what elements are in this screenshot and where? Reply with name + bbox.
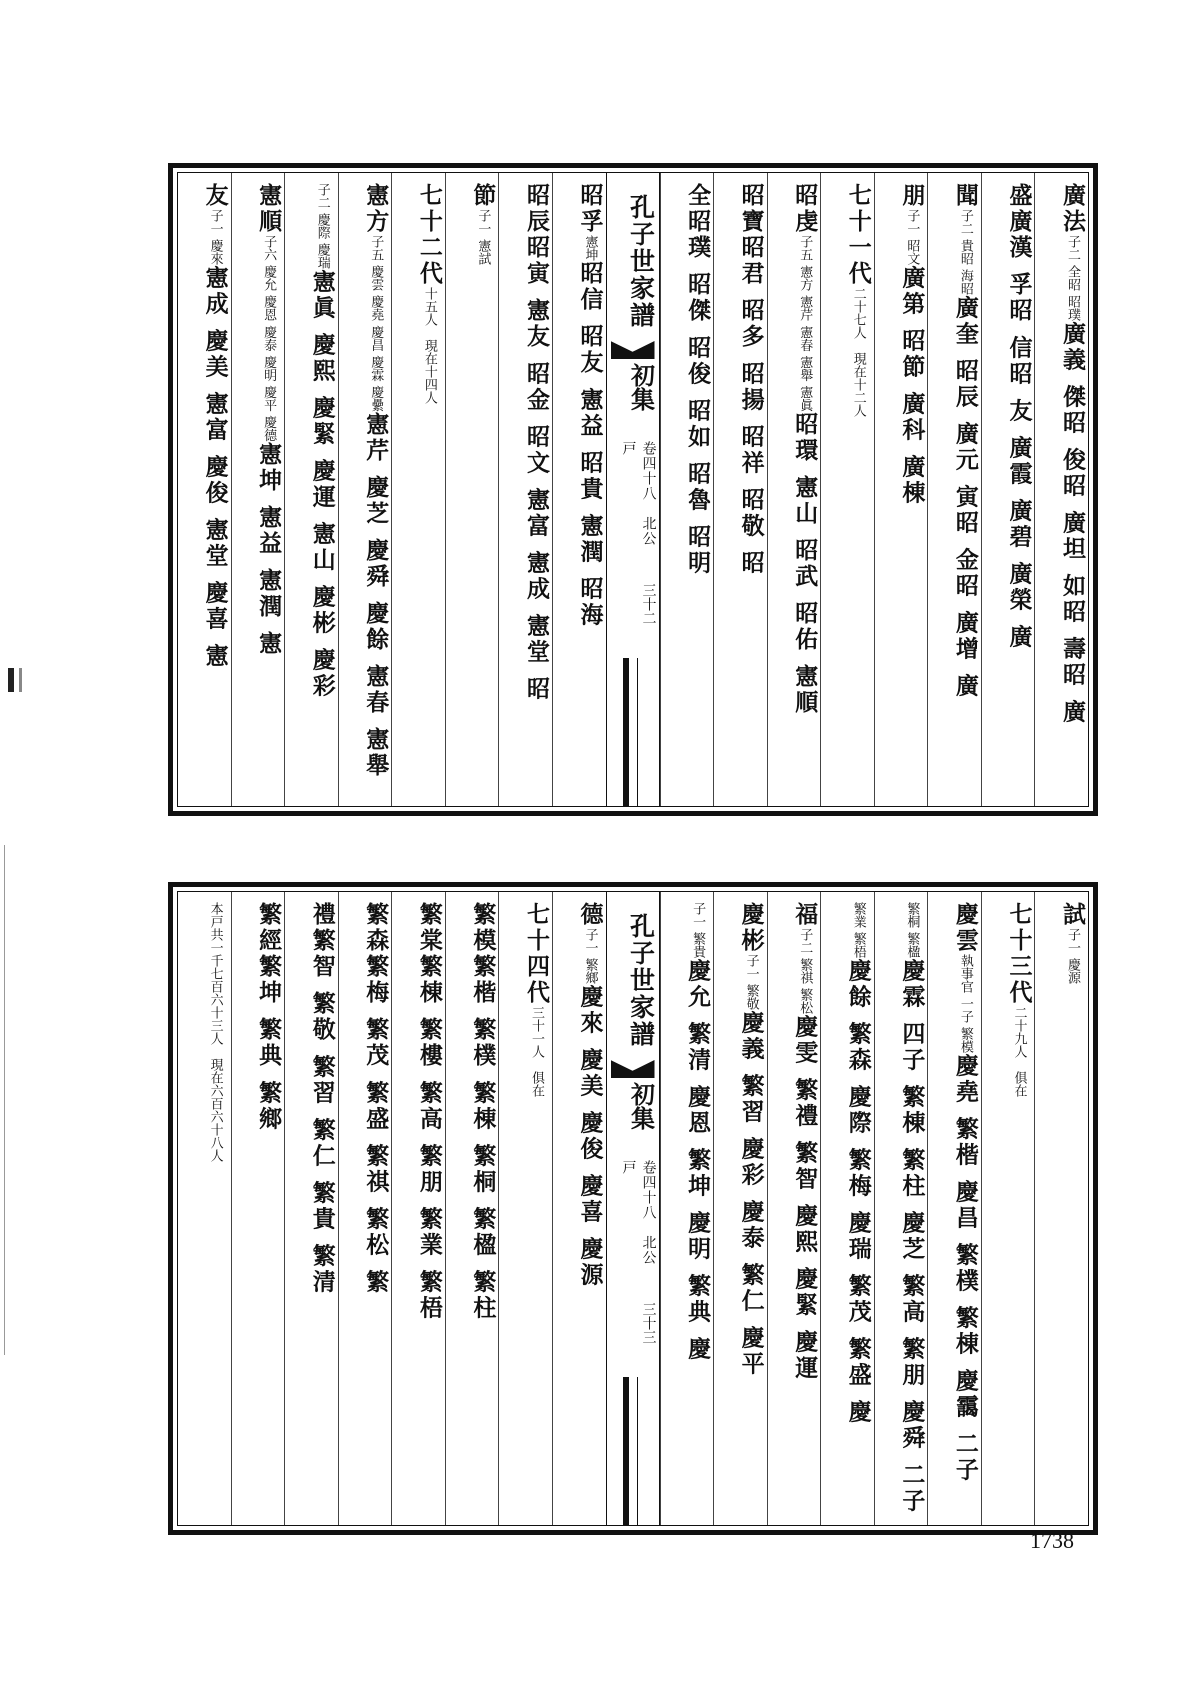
text-column: 慶彬子一 繁敬慶義 繁習 慶彩 慶泰 繁仁 慶平 bbox=[713, 892, 767, 1525]
text-column: 全昭璞 昭傑 昭俊 昭如 昭魯 昭明 bbox=[660, 173, 714, 806]
spine-rule bbox=[623, 1377, 629, 1525]
text-column: 繁桐 繁楹慶霖 四子 繁棟 繁柱 慶芝 繁高 繁朋 慶舜 二子 bbox=[874, 892, 928, 1525]
chapter-info: 卷四十八 北公戸 bbox=[620, 441, 657, 546]
text-column: 繁棠繁棟 繁樓 繁高 繁朋 繁業 繁梧 bbox=[391, 892, 445, 1525]
text-column: 子一 繁貴慶允 繁清 慶恩 繁坤 慶明 繁典 慶 bbox=[660, 892, 714, 1525]
book-title: 孔子世家譜 bbox=[626, 193, 656, 329]
margin-mark-secondary bbox=[19, 668, 22, 692]
generation-heading: 七十三代二十九人 俱在 bbox=[981, 892, 1035, 1525]
spine-rule-thin bbox=[637, 1377, 638, 1525]
text-column: 禮繁智 繁敬 繁習 繁仁 繁貴 繁清 bbox=[284, 892, 338, 1525]
text-column: 廣法子二 全昭 昭璞廣義 傑昭 俊昭 廣坦 如昭 壽昭 廣 bbox=[1034, 173, 1088, 806]
spine-rule-thin bbox=[637, 658, 638, 806]
leaf-number: 三十三 bbox=[640, 1302, 657, 1344]
text-column: 繁模繁楷 繁樸 繁棟 繁桐 繁楹 繁柱 bbox=[445, 892, 499, 1525]
text-column: 德子一 繁鄉慶來 慶美 慶俊 慶喜 慶源 bbox=[552, 892, 606, 1525]
text-column: 昭虔子五 憲方 憲芹 憲春 憲舉 憲眞昭環 憲山 昭武 昭佑 憲順 bbox=[767, 173, 821, 806]
text-column: 試子一 慶源 bbox=[1034, 892, 1088, 1525]
margin-mark bbox=[8, 668, 14, 692]
page-number: 1738 bbox=[1030, 1528, 1074, 1553]
volume-label: 初集 bbox=[626, 363, 656, 411]
text-column: 節子一 憲試 bbox=[445, 173, 499, 806]
text-column: 朋子一 昭文廣第 昭節 廣科 廣棟 bbox=[874, 173, 928, 806]
text-column: 昭寶昭君 昭多 昭揚 昭祥 昭敬 昭 bbox=[713, 173, 767, 806]
generation-heading: 七十二代十五人 現在十四人 bbox=[391, 173, 445, 806]
text-column: 憲順子六 慶允 慶恩 慶泰 慶明 慶平 慶德憲坤 憲益 憲潤 憲 bbox=[231, 173, 285, 806]
fish-tail-mark bbox=[611, 1060, 655, 1078]
spine-center bbox=[606, 892, 660, 1525]
text-column: 慶雲執事官 一子 繁模慶堯 繁楷 慶昌 繁樸 繁棟 慶靄 二子 bbox=[927, 892, 981, 1525]
text-column: 聞子二 貴昭 海昭廣奎 昭辰 廣元 寅昭 金昭 廣增 廣 bbox=[927, 173, 981, 806]
text-column: 昭辰昭寅 憲友 昭金 昭文 憲富 憲成 憲堂 昭 bbox=[498, 173, 552, 806]
text-column: 繁經繁坤 繁典 繁鄉 bbox=[231, 892, 285, 1525]
fish-tail-mark bbox=[611, 341, 655, 359]
generation-heading: 七十四代三十一人 俱在 bbox=[498, 892, 552, 1525]
spine-center bbox=[606, 173, 660, 806]
genealogy-page-lower bbox=[168, 882, 1098, 1535]
generation-heading: 七十一代二十七人 現在十二人 bbox=[820, 173, 874, 806]
household-total: 本戸共一千七百六十三人 現在六百六十八人 bbox=[207, 902, 223, 1162]
leaf-number: 三十二 bbox=[640, 583, 657, 625]
text-column: 繁業 繁梧慶餘 繁森 慶際 繁梅 慶瑞 繁茂 繁盛 慶 bbox=[820, 892, 874, 1525]
left-margin-rule bbox=[4, 845, 5, 1355]
spine-rule bbox=[623, 658, 629, 806]
volume-label: 初集 bbox=[626, 1082, 656, 1130]
genealogy-page-upper bbox=[168, 163, 1098, 816]
chapter-info: 卷四十八 北公戸 bbox=[620, 1160, 657, 1265]
text-column: 福子二 繁祺 繁松慶雯 繁禮 繁智 慶熙 慶緊 慶運 bbox=[767, 892, 821, 1525]
text-column: 盛廣漢 孚昭 信昭 友 廣霞 廣碧 廣榮 廣 bbox=[981, 173, 1035, 806]
book-title: 孔子世家譜 bbox=[626, 912, 656, 1048]
text-column: 子二 慶際 慶瑞憲眞 慶熙 慶緊 慶運 憲山 慶彬 慶彩 bbox=[284, 173, 338, 806]
text-column: 憲方子五 慶雲 慶堯 慶昌 慶霖 慶纍憲芹 慶芝 慶舜 慶餘 憲春 憲舉 bbox=[338, 173, 392, 806]
text-column: 友子一 慶來憲成 慶美 憲富 慶俊 憲堂 慶喜 憲 bbox=[201, 183, 229, 670]
text-column: 昭孚憲坤昭信 昭友 憲益 昭貴 憲潤 昭海 bbox=[552, 173, 606, 806]
text-column: 繁森繁梅 繁茂 繁盛 繁祺 繁松 繁 bbox=[338, 892, 392, 1525]
